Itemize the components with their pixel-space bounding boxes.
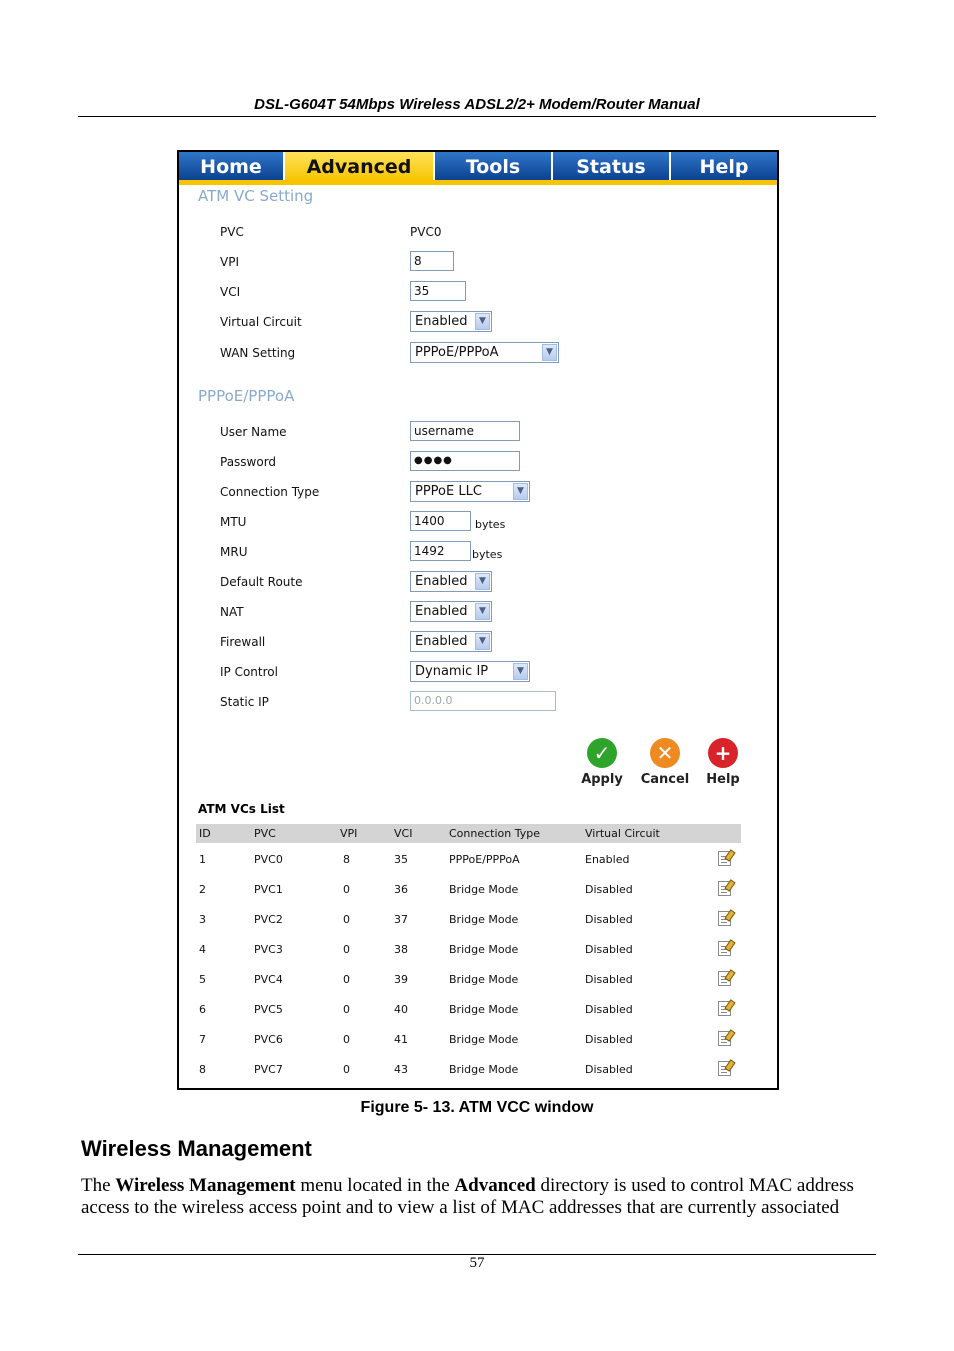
table-cell-vpi: 0 bbox=[343, 913, 350, 926]
col-pvc: PVC bbox=[254, 827, 276, 840]
table-cell-conn: Bridge Mode bbox=[449, 883, 519, 896]
vc-list-title: ATM VCs List bbox=[198, 802, 285, 816]
table-cell-vpi: 0 bbox=[343, 943, 350, 956]
vci-label: VCI bbox=[220, 285, 241, 299]
edit-icon[interactable] bbox=[718, 911, 731, 926]
table-cell-vci: 43 bbox=[394, 1063, 408, 1076]
figure-caption: Figure 5- 13. ATM VCC window bbox=[360, 1099, 594, 1116]
table-cell-vc: Disabled bbox=[585, 1003, 633, 1016]
table-cell-id: 4 bbox=[199, 943, 206, 956]
mru-label: MRU bbox=[220, 545, 248, 559]
static-ip-label: Static IP bbox=[220, 695, 269, 709]
table-cell-vpi: 0 bbox=[343, 973, 350, 986]
mru-unit: bytes bbox=[472, 548, 503, 561]
x-icon: ✕ bbox=[650, 738, 680, 768]
firewall-value: Enabled bbox=[415, 634, 468, 649]
vpi-input[interactable]: 8 bbox=[410, 251, 454, 271]
body-paragraph bbox=[81, 1175, 881, 1219]
edit-icon[interactable] bbox=[718, 851, 731, 866]
chevron-down-icon: ▼ bbox=[475, 313, 490, 330]
chevron-down-icon: ▼ bbox=[475, 633, 490, 650]
table-cell-pvc: PVC2 bbox=[254, 913, 283, 926]
table-cell-pvc: PVC5 bbox=[254, 1003, 283, 1016]
table-cell-vc: Disabled bbox=[585, 913, 633, 926]
pvc-value: PVC0 bbox=[410, 225, 442, 239]
chevron-down-icon: ▼ bbox=[475, 603, 490, 620]
table-cell-id: 2 bbox=[199, 883, 206, 896]
table-row bbox=[196, 881, 741, 901]
vci-input[interactable]: 35 bbox=[410, 281, 466, 301]
nat-label: NAT bbox=[220, 605, 244, 619]
edit-icon[interactable] bbox=[718, 1061, 731, 1076]
table-row bbox=[196, 911, 741, 931]
table-cell-id: 6 bbox=[199, 1003, 206, 1016]
section-heading: Wireless Management bbox=[81, 1136, 312, 1161]
cancel-label: Cancel bbox=[640, 772, 690, 787]
edit-icon[interactable] bbox=[718, 971, 731, 986]
nat-value: Enabled bbox=[415, 604, 468, 619]
edit-icon[interactable] bbox=[718, 941, 731, 956]
table-cell-vci: 40 bbox=[394, 1003, 408, 1016]
mtu-input[interactable]: 1400 bbox=[410, 511, 471, 531]
table-row bbox=[196, 1061, 741, 1081]
ip-control-label: IP Control bbox=[220, 665, 278, 679]
table-cell-pvc: PVC7 bbox=[254, 1063, 283, 1076]
col-vci: VCI bbox=[394, 827, 413, 840]
router-screenshot bbox=[177, 150, 779, 1090]
vpi-label: VPI bbox=[220, 255, 239, 269]
atm-section-title: ATM VC Setting bbox=[198, 187, 314, 205]
ip-control-value: Dynamic IP bbox=[415, 664, 489, 679]
help-button[interactable] bbox=[693, 738, 753, 787]
pvc-label: PVC bbox=[220, 225, 244, 239]
table-cell-vpi: 0 bbox=[343, 883, 350, 896]
table-cell-vc: Disabled bbox=[585, 973, 633, 986]
table-cell-conn: Bridge Mode bbox=[449, 943, 519, 956]
edit-icon[interactable] bbox=[718, 881, 731, 896]
plus-icon: + bbox=[708, 738, 738, 768]
table-cell-pvc: PVC1 bbox=[254, 883, 283, 896]
nav-tabs bbox=[179, 152, 777, 186]
apply-label: Apply bbox=[581, 772, 623, 787]
nat-select[interactable] bbox=[410, 601, 492, 622]
table-cell-vci: 36 bbox=[394, 883, 408, 896]
header-rule bbox=[78, 116, 876, 117]
table-cell-id: 1 bbox=[199, 853, 206, 866]
mtu-label: MTU bbox=[220, 515, 247, 529]
table-cell-conn: Bridge Mode bbox=[449, 1003, 519, 1016]
table-cell-id: 7 bbox=[199, 1033, 206, 1046]
table-cell-vc: Disabled bbox=[585, 1033, 633, 1046]
paragraph-text: menu located in the bbox=[295, 1175, 455, 1196]
table-cell-id: 3 bbox=[199, 913, 206, 926]
tab-advanced[interactable]: Advanced bbox=[285, 152, 435, 181]
mru-input[interactable]: 1492 bbox=[410, 541, 471, 561]
wan-setting-select[interactable] bbox=[410, 342, 559, 363]
cancel-button[interactable] bbox=[635, 738, 695, 787]
tab-underline bbox=[179, 180, 777, 185]
table-cell-vc: Disabled bbox=[585, 1063, 633, 1076]
page-number: 57 bbox=[469, 1255, 485, 1271]
table-cell-vc: Disabled bbox=[585, 883, 633, 896]
table-cell-pvc: PVC0 bbox=[254, 853, 283, 866]
col-virtual-circuit: Virtual Circuit bbox=[585, 827, 660, 840]
wan-setting-label: WAN Setting bbox=[220, 346, 296, 360]
default-route-select[interactable] bbox=[410, 571, 492, 592]
connection-type-select[interactable] bbox=[410, 481, 530, 502]
check-icon: ✓ bbox=[587, 738, 617, 768]
virtual-circuit-label: Virtual Circuit bbox=[220, 315, 302, 329]
default-route-value: Enabled bbox=[415, 574, 468, 589]
username-label: User Name bbox=[220, 425, 287, 439]
apply-button[interactable] bbox=[572, 738, 632, 787]
table-cell-conn: Bridge Mode bbox=[449, 973, 519, 986]
tab-help[interactable]: Help bbox=[671, 152, 777, 181]
col-vpi: VPI bbox=[340, 827, 358, 840]
mtu-unit: bytes bbox=[475, 518, 506, 531]
paragraph-bold: Advanced bbox=[454, 1175, 536, 1196]
table-row bbox=[196, 971, 741, 991]
username-input[interactable]: username bbox=[410, 421, 520, 441]
help-label: Help bbox=[706, 772, 740, 787]
tab-home[interactable]: Home bbox=[179, 152, 285, 181]
table-cell-vci: 39 bbox=[394, 973, 408, 986]
table-row bbox=[196, 1001, 741, 1021]
table-cell-vpi: 0 bbox=[343, 1063, 350, 1076]
table-row bbox=[196, 851, 741, 871]
table-cell-vci: 37 bbox=[394, 913, 408, 926]
ip-control-select[interactable] bbox=[410, 661, 530, 682]
connection-type-value: PPPoE LLC bbox=[415, 484, 482, 499]
static-ip-input[interactable]: 0.0.0.0 bbox=[410, 691, 556, 711]
password-input[interactable]: ●●●● bbox=[410, 451, 520, 471]
paragraph-text: The bbox=[81, 1175, 116, 1196]
default-route-label: Default Route bbox=[220, 575, 303, 589]
table-cell-pvc: PVC3 bbox=[254, 943, 283, 956]
virtual-circuit-value: Enabled bbox=[415, 314, 468, 329]
table-row bbox=[196, 941, 741, 961]
firewall-label: Firewall bbox=[220, 635, 266, 649]
table-cell-vpi: 0 bbox=[343, 1003, 350, 1016]
pppoe-section-title: PPPoE/PPPoA bbox=[198, 387, 295, 405]
edit-icon[interactable] bbox=[718, 1031, 731, 1046]
table-cell-vc: Enabled bbox=[585, 853, 630, 866]
table-cell-conn: Bridge Mode bbox=[449, 1063, 519, 1076]
wan-setting-value: PPPoE/PPPoA bbox=[415, 345, 499, 360]
chevron-down-icon: ▼ bbox=[475, 573, 490, 590]
firewall-select[interactable] bbox=[410, 631, 492, 652]
connection-type-label: Connection Type bbox=[220, 485, 320, 499]
table-cell-vc: Disabled bbox=[585, 943, 633, 956]
chevron-down-icon: ▼ bbox=[542, 344, 557, 361]
col-id: ID bbox=[199, 827, 211, 840]
table-cell-id: 5 bbox=[199, 973, 206, 986]
document-header: DSL-G604T 54Mbps Wireless ADSL2/2+ Modem/Router Manual bbox=[254, 96, 700, 113]
chevron-down-icon: ▼ bbox=[513, 663, 528, 680]
table-cell-vci: 38 bbox=[394, 943, 408, 956]
chevron-down-icon: ▼ bbox=[513, 483, 528, 500]
tab-tools[interactable]: Tools bbox=[435, 152, 553, 181]
table-cell-id: 8 bbox=[199, 1063, 206, 1076]
table-cell-vci: 35 bbox=[394, 853, 408, 866]
table-cell-vpi: 0 bbox=[343, 1033, 350, 1046]
table-cell-conn: PPPoE/PPPoA bbox=[449, 853, 520, 866]
col-connection-type: Connection Type bbox=[449, 827, 541, 840]
table-cell-pvc: PVC6 bbox=[254, 1033, 283, 1046]
vc-table-header bbox=[196, 824, 741, 843]
paragraph-bold: Wireless Management bbox=[115, 1175, 296, 1196]
table-cell-conn: Bridge Mode bbox=[449, 1033, 519, 1046]
virtual-circuit-select[interactable] bbox=[410, 311, 492, 332]
table-cell-vpi: 8 bbox=[343, 853, 350, 866]
table-cell-pvc: PVC4 bbox=[254, 973, 283, 986]
edit-icon[interactable] bbox=[718, 1001, 731, 1016]
table-cell-vci: 41 bbox=[394, 1033, 408, 1046]
tab-status[interactable]: Status bbox=[553, 152, 671, 181]
paragraph-text: directory is used to control MAC address access to the wireless access point and to view a list of MAC addresses that are currently associated bbox=[81, 1175, 854, 1218]
password-label: Password bbox=[220, 455, 277, 469]
table-cell-conn: Bridge Mode bbox=[449, 913, 519, 926]
table-row bbox=[196, 1031, 741, 1051]
